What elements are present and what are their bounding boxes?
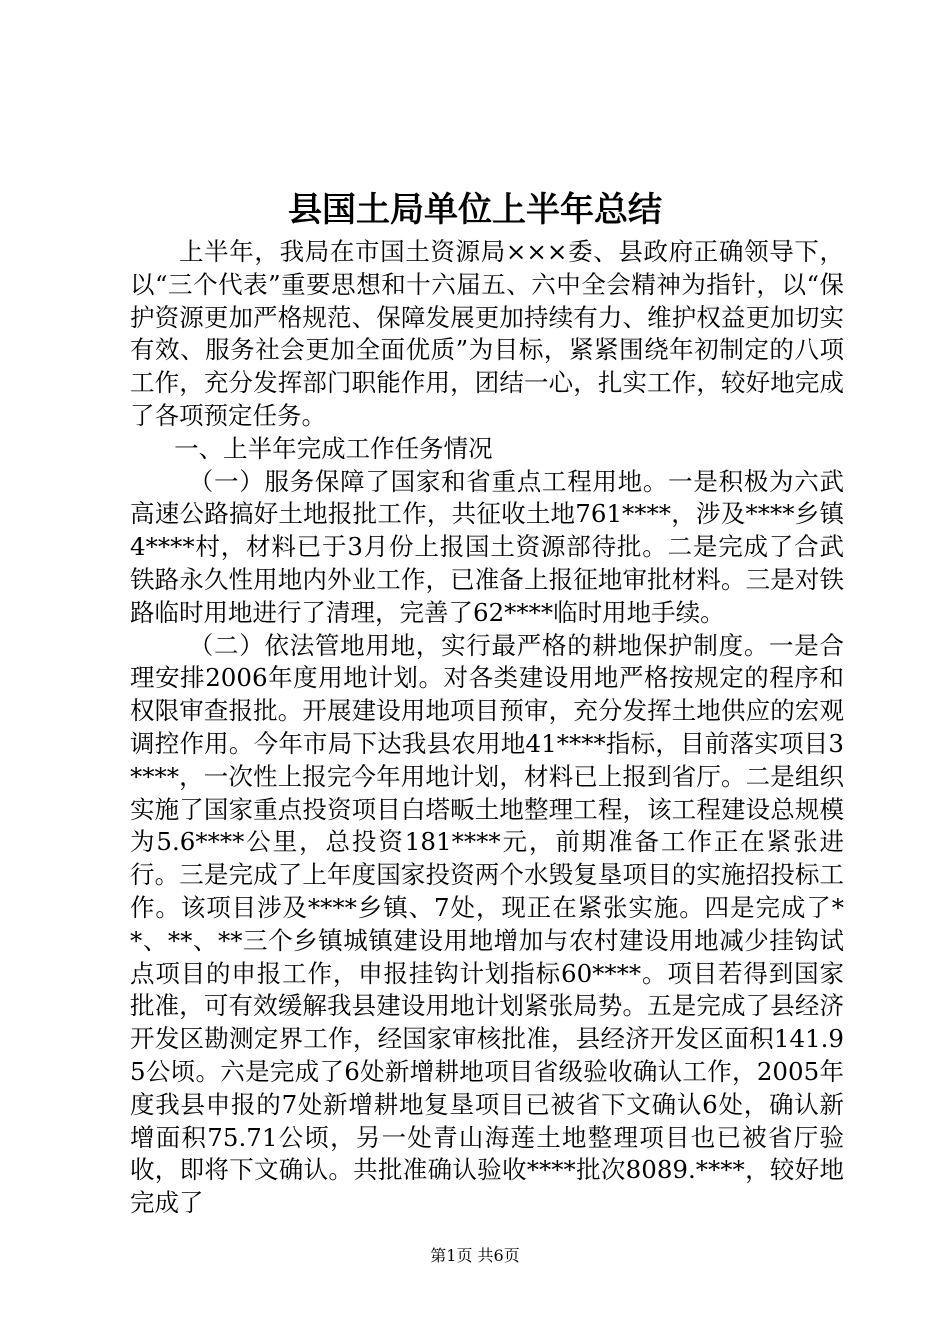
document-title: 县国土局单位上半年总结: [288, 190, 662, 230]
section-heading: 一、上半年完成工作任务情况: [174, 433, 493, 463]
paragraph-item-1: （一）服务保障了国家和省重点工程用地。一是积极为六武高速公路搞好土地报批工作，共征收土地761****，涉及****乡镇4****村，材料已于3月份上报国土资源部待批。二是完成了合武铁路永久性用地内外业工作，已准备上报征地审批材料。三是对铁路临时用地进行了清理，完善了62****临时用地手续。: [130, 466, 844, 627]
paragraph-intro: 上半年，我局在市国土资源局×××委、县政府正确领导下，以“三个代表”重要思想和十六届五、六中全会精神为指针，以“保护资源更加严格规范、保障发展更加持续有力、维护权益更加切实有效、服务社会更加全面优质”为目标，紧紧围绕年初制定的八项工作，充分发挥部门职能作用，团结一心，扎实工作，较好地完成了各项预定任务。: [130, 237, 844, 430]
paragraph-item-2: （二）依法管地用地，实行最严格的耕地保护制度。一是合理安排2006年度用地计划。对各类建设用地严格按规定的程序和权限审查报批。开展建设用地项目预审，充分发挥土地供应的宏观调控作用。今年市局下达我县农用地41****指标，目前落实项目3****，一次性上报完今年用地计划，材料已上报到省厅。二是组织实施了国家重点投资项目白塔畈土地整理工程，该工程建设总规模为5.6****公里，总投资181****元，前期准备工作正在紧张进行。三是完成了上年度国家投资两个水毁复垦项目的实施招投标工作。该项目涉及****乡镇、7处，现正在紧张实施。四是完成了**、**、**三个乡镇城镇建设用地增加与农村建设用地减少挂钩试点项目的申报工作，申报挂钩计划指标60****。项目若得到国家批准，可有效缓解我县建设用地计划紧张局势。五是完成了县经济开发区勘测定界工作，经国家审核批准，县经济开发区面积141.95公顷。六是完成了6处新增耕地项目省级验收确认工作，2005年度我县申报的7处新增耕地复垦项目已被省下文确认6处，确认新增面积75.71公顷，另一处青山海莲土地整理项目也已被省厅验收，即将下文确认。共批准确认验收****批次8089.****，较好地完成了: [130, 630, 844, 1218]
document-body: [130, 236, 844, 1220]
page-footer: 第1页 共6页: [430, 1246, 520, 1265]
